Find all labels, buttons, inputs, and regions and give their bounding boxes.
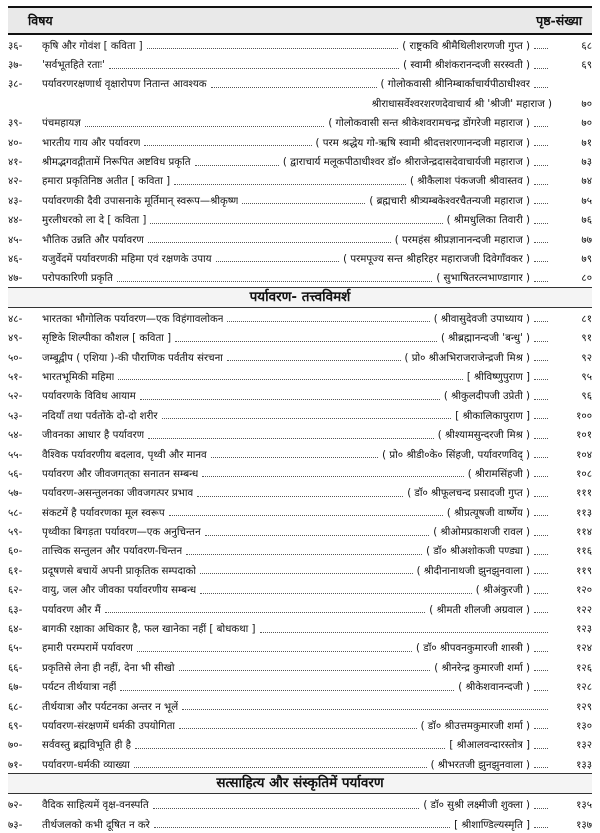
entry-title: प्रदूषणसे बचायें अपनी प्राकृतिक सम्पदाको xyxy=(42,565,196,577)
toc-entry[interactable] xyxy=(8,171,592,190)
toc-entry[interactable] xyxy=(8,521,592,540)
toc-entry[interactable] xyxy=(8,268,592,287)
entry-title: प्रकृतिसे लेना ही नहीं, देना भी सीखो xyxy=(42,662,175,674)
toc-entry[interactable] xyxy=(8,754,592,773)
dot-leader xyxy=(534,468,548,477)
entry-title: सर्ववस्तु ब्रह्मविभूति ही है xyxy=(42,740,132,752)
dot-leader xyxy=(534,137,548,146)
entry-page-number: १२० xyxy=(576,585,592,597)
entry-page-number: १२९ xyxy=(576,701,592,713)
dot-leader xyxy=(534,585,548,594)
entry-number: ६४- xyxy=(8,624,23,636)
dot-leader xyxy=(534,195,548,204)
entry-title: पर्यावरण-धर्मकी व्याख्या xyxy=(42,759,130,771)
dot-leader xyxy=(162,410,452,419)
toc-entry[interactable] xyxy=(8,366,592,385)
entry-author: ( श्रीभरतजी झुनझुनवाला ) xyxy=(430,759,530,771)
dot-leader xyxy=(134,759,427,768)
dot-leader xyxy=(534,313,548,322)
dot-leader xyxy=(140,391,440,400)
dot-leader xyxy=(534,176,548,185)
entry-author: ( स्वामी श्रीशंकरानन्दजी सरस्वती ) xyxy=(403,60,530,72)
entry-author: ( डॉ० श्रीअशोकजी पण्ड्या ) xyxy=(426,546,530,558)
dot-leader xyxy=(534,157,548,166)
entry-number: ६०- xyxy=(8,546,23,558)
toc-entry[interactable] xyxy=(8,814,592,833)
entry-number: ५६- xyxy=(8,468,23,480)
dot-leader xyxy=(534,273,548,282)
toc-entry[interactable] xyxy=(8,715,592,734)
entry-title: मुरलीधरको ला दे [ कविता ] xyxy=(42,215,147,227)
entry-number: ३७- xyxy=(8,60,23,72)
entry-author: ( प्रो० श्रीडी०के० सिंहजी, पर्यावरणविद् ) xyxy=(382,449,530,461)
toc-entry[interactable] xyxy=(8,560,592,579)
entry-title: पर्यावरणरक्षणार्थ वृक्षारोपण नितान्त आवश्यक xyxy=(42,79,207,91)
entry-author: [ श्रीकालिकापुराण ] xyxy=(455,410,530,422)
entry-title: संकटमें है पर्यावरणका मूल स्वरूप xyxy=(42,507,165,519)
entry-number: ४६- xyxy=(8,253,23,265)
entry-page-number: १३७ xyxy=(576,819,592,831)
entry-number: ६७- xyxy=(8,682,23,694)
entry-author: ( श्रीश्यामसुन्दरजी मिश्र ) xyxy=(437,430,530,442)
entry-number: ६२- xyxy=(8,585,23,597)
entry-number: ३६- xyxy=(8,40,23,52)
entry-title: पंचमहायज्ञ xyxy=(42,118,81,130)
dot-leader xyxy=(534,449,548,458)
toc-entry[interactable] xyxy=(8,74,592,93)
entry-author: ( परमपूज्य सन्त श्रीहरिहर महाराजजी दिवेगाँवकर ) xyxy=(343,253,530,265)
toc-entry[interactable] xyxy=(8,308,592,327)
entry-page-number: ११३ xyxy=(576,507,592,519)
toc-entry[interactable] xyxy=(8,132,592,151)
entry-page-number: ९६ xyxy=(581,391,592,403)
entry-author: ( श्रीप्रत्यूषजी वार्ष्णेय ) xyxy=(446,507,530,519)
toc-entry[interactable] xyxy=(8,327,592,346)
dot-leader xyxy=(242,195,365,204)
entry-number: ४०- xyxy=(8,137,23,149)
entry-title: पर्यावरण-असन्तुलनका जीवजगत्पर प्रभाव xyxy=(42,488,194,500)
entry-number: ७२- xyxy=(8,800,23,812)
entry-author: ( डॉ० श्रीफूलचन्द प्रसादजी गुप्त ) xyxy=(407,488,530,500)
toc-body xyxy=(8,35,592,833)
entry-page-number: ७७ xyxy=(581,234,592,246)
entry-title: 'सर्वभूतहिते रताः' xyxy=(42,60,105,72)
entry-number: ३८- xyxy=(8,79,23,91)
entry-author: ( श्रीरामसिंहजी ) xyxy=(467,468,530,480)
toc-entry[interactable] xyxy=(8,638,592,657)
dot-leader xyxy=(534,410,548,419)
dot-leader xyxy=(534,253,548,262)
entry-page-number: ७४ xyxy=(581,176,592,188)
entry-title: तात्त्विक सन्तुलन और पर्यावरण-चिन्तन xyxy=(42,546,183,558)
entry-title: पर्यावरणकी दैवी उपासनाके मूर्तिमान् स्वरूप—श्रीकृष्ण xyxy=(42,195,239,207)
entry-author: ( परमहंस श्रीप्रज्ञानानन्दजी महाराज ) xyxy=(394,234,530,246)
entry-author: ( श्रीमधुलिका तिवारी ) xyxy=(446,215,530,227)
toc-entry[interactable] xyxy=(8,54,592,73)
entry-number: ६१- xyxy=(8,565,23,577)
toc-entry[interactable] xyxy=(8,483,592,502)
entry-page-number: १०८ xyxy=(576,468,592,480)
entry-page-number: ८० xyxy=(581,273,592,285)
entry-page-number: १२३ xyxy=(576,624,592,636)
dot-leader xyxy=(216,253,340,262)
entry-author: ( गोलोकवासी सन्त श्रीकेशवरामचन्द्र डोंगरेजी महाराज ) xyxy=(328,118,530,130)
dot-leader xyxy=(211,449,378,458)
entry-title: तीर्थजलको कभी दूषित न करे xyxy=(42,819,150,831)
dot-leader xyxy=(200,585,472,594)
entry-page-number: १०१ xyxy=(576,430,592,442)
entry-number: ७३- xyxy=(8,819,23,831)
entry-title: यजुर्वेदमें पर्यावरणकी महिमा एवं रक्षणके उपाय xyxy=(42,253,212,265)
dot-leader xyxy=(169,507,443,516)
entry-number: ७१- xyxy=(8,759,23,771)
entry-page-number: ७६ xyxy=(581,215,592,227)
dot-leader xyxy=(534,740,548,749)
dot-leader xyxy=(260,624,548,633)
dot-leader xyxy=(534,118,548,127)
toc-entry[interactable] xyxy=(8,113,592,132)
header-subject-label: विषय xyxy=(28,13,53,28)
entry-number: ६९- xyxy=(8,720,23,732)
entry-author: ( सुभाषितरत्नभाण्डागार ) xyxy=(436,273,530,285)
entry-number: ५३- xyxy=(8,410,23,422)
entry-author: ( श्रीमती शीलजी अग्रवाल ) xyxy=(429,604,530,616)
section-heading: सत्साहित्य और संस्कृतिमें पर्यावरण xyxy=(8,773,592,794)
dot-leader xyxy=(227,313,429,322)
dot-leader xyxy=(534,759,548,768)
dot-leader xyxy=(534,682,548,691)
entry-page-number: १११ xyxy=(576,488,592,500)
toc-entry[interactable] xyxy=(8,502,592,521)
dot-leader xyxy=(202,468,463,477)
entry-page-number: १३५ xyxy=(576,800,592,812)
entry-title: भारतभूमिकी महिमा xyxy=(42,371,115,383)
entry-page-number: ६८ xyxy=(581,40,592,52)
toc-entry[interactable] xyxy=(8,794,592,813)
dot-leader xyxy=(534,800,548,809)
toc-entry[interactable] xyxy=(8,35,592,54)
entry-number: ७०- xyxy=(8,740,23,752)
dot-leader xyxy=(534,215,548,224)
entry-number: ४७- xyxy=(8,273,23,285)
entry-page-number: १३० xyxy=(576,720,592,732)
dot-leader xyxy=(534,391,548,400)
dot-leader xyxy=(534,527,548,536)
entry-title: वैदिक साहित्यमें वृक्ष-वनस्पति xyxy=(42,800,149,812)
entry-author: [ श्रीआलवन्दारस्तोत्र ] xyxy=(449,740,530,752)
entry-number: ६५- xyxy=(8,643,23,655)
entry-author: ( श्रीअंकुरजी ) xyxy=(475,585,530,597)
dot-leader xyxy=(135,740,445,749)
entry-title: पर्यावरण-संरक्षणमें धर्मकी उपयोगिता xyxy=(42,720,176,732)
dot-leader xyxy=(109,60,399,69)
dot-leader xyxy=(175,333,437,342)
entry-number: ६६- xyxy=(8,662,23,674)
entry-page-number: ९१ xyxy=(581,333,592,345)
entry-title: पर्यटन तीर्थयात्रा नहीं xyxy=(42,682,117,694)
entry-page-number: ७० xyxy=(581,118,592,130)
entry-title: जम्बूद्वीप ( एशिया )-की पौराणिक पर्वतीय संरचना xyxy=(42,352,223,364)
entry-author: ( द्वाराचार्य मलूकपीठाधीश्वर डॉ० श्रीराजेन्द्रदासदेवाचार्यजी महाराज ) xyxy=(282,157,530,169)
entry-author: ( परम श्रद्धेय गो-ऋषि स्वामी श्रीदत्तशरणानन्दजी महाराज ) xyxy=(315,137,530,149)
entry-page-number: १०० xyxy=(576,410,592,422)
entry-title: नदियाँ तथा पर्वतोंके दो-दो शरीर xyxy=(42,410,158,422)
entry-title: कृषि और गोवंश [ कविता ] xyxy=(42,40,143,52)
entry-title: भारतीय गाय और पर्यावरण xyxy=(42,137,141,149)
dot-leader xyxy=(105,604,426,613)
entry-page-number: ७५ xyxy=(581,195,592,207)
entry-author: ( श्रीवासुदेवजी उपाध्याय ) xyxy=(433,313,530,325)
dot-leader xyxy=(120,682,454,691)
entry-page-number: ९५ xyxy=(581,371,592,383)
entry-page-number: ७९ xyxy=(581,253,592,265)
dot-leader xyxy=(534,643,548,652)
entry-page-number: ९२ xyxy=(581,352,592,364)
entry-number: ४२- xyxy=(8,176,23,188)
dot-leader xyxy=(534,565,548,574)
dot-leader xyxy=(534,60,548,69)
entry-page-number: १२४ xyxy=(576,643,592,655)
entry-title: भौतिक उन्नति और पर्यावरण xyxy=(42,234,144,246)
entry-number: ४१- xyxy=(8,157,23,169)
toc-entry[interactable] xyxy=(8,405,592,424)
dot-leader xyxy=(534,371,548,380)
entry-page-number: ८१ xyxy=(581,313,592,325)
entry-page-number: ६९ xyxy=(581,60,592,72)
entry-title: जीवनका आधार है पर्यावरण xyxy=(42,430,145,442)
dot-leader xyxy=(534,662,548,671)
dot-leader xyxy=(227,352,401,361)
entry-number: ५१- xyxy=(8,371,23,383)
entry-number: ६३- xyxy=(8,604,23,616)
entry-page-number: १०४ xyxy=(576,449,592,461)
toc-entry[interactable] xyxy=(8,696,592,715)
dot-leader xyxy=(153,800,420,809)
toc-entry[interactable] xyxy=(8,190,592,209)
dot-leader xyxy=(534,234,548,243)
toc-entry[interactable] xyxy=(8,93,592,112)
dot-leader xyxy=(144,137,311,146)
dot-leader xyxy=(534,507,548,516)
entry-page-number: १२६ xyxy=(576,662,592,674)
entry-page-number: १२२ xyxy=(576,604,592,616)
dot-leader xyxy=(117,273,432,282)
entry-title: बागकी रक्षाका अधिकार है, फल खानेका नहीं [ बोधकथा ] xyxy=(42,624,256,636)
dot-leader xyxy=(195,157,279,166)
toc-entry[interactable] xyxy=(8,210,592,229)
entry-title: भारतका भौगोलिक पर्यावरण—एक विहंगावलोकन xyxy=(42,313,224,325)
dot-leader xyxy=(179,662,431,671)
entry-title: पर्यावरण और मैं xyxy=(42,604,101,616)
dot-leader xyxy=(534,604,548,613)
entry-number: ४३- xyxy=(8,195,23,207)
entry-number: ५७- xyxy=(8,488,23,500)
dot-leader xyxy=(534,352,548,361)
dot-leader xyxy=(534,333,548,342)
toc-entry[interactable] xyxy=(8,347,592,366)
toc-entry[interactable] xyxy=(8,618,592,637)
entry-author: ( डॉ० सुश्री लक्ष्मीजी शुक्ला ) xyxy=(423,800,530,812)
dot-leader xyxy=(534,79,548,88)
entry-number: ५५- xyxy=(8,449,23,461)
entry-page-number: ७३ xyxy=(581,157,592,169)
dot-leader xyxy=(534,546,548,555)
entry-author: ( डॉ० श्रीपवनकुमारजी शास्त्री ) xyxy=(416,643,530,655)
entry-number: ३९- xyxy=(8,118,23,130)
header-page-number-label: पृष्ठ-संख्या xyxy=(536,13,582,28)
entry-author: ( श्रीनरेन्द्र कुमारजी शर्मा ) xyxy=(434,662,530,674)
dot-leader xyxy=(118,371,463,380)
dot-leader xyxy=(534,430,548,439)
toc-entry[interactable] xyxy=(8,735,592,754)
entry-title: तीर्थयात्रा और पर्यटनका अन्तर न भूलें xyxy=(42,701,179,713)
entry-title: सृष्टिके शिल्पीका कौशल [ कविता ] xyxy=(42,333,172,345)
dot-leader xyxy=(182,701,548,710)
entry-author: ( राष्ट्रकवि श्रीमैथिलीशरणजी गुप्त ) xyxy=(402,40,530,52)
entry-author: ( श्रीब्रह्मानन्दजी 'बन्धु' ) xyxy=(440,333,530,345)
dot-leader xyxy=(205,527,430,536)
entry-author: ( गोलोकवासी श्रीनिम्बार्काचार्यपीठाधीश्वर xyxy=(380,79,530,91)
dot-leader xyxy=(150,215,442,224)
dot-leader xyxy=(211,79,377,88)
toc-entry[interactable] xyxy=(8,444,592,463)
entry-number: ५२- xyxy=(8,391,23,403)
entry-author: श्रीराधासर्वेश्वरशरणदेवाचार्य श्री 'श्रीजी' महाराज ) xyxy=(371,98,552,110)
toc-entry[interactable] xyxy=(8,229,592,248)
entry-title: हमारा प्रकृतिनिष्ठ अतीत [ कविता ] xyxy=(42,176,171,188)
dot-leader xyxy=(200,565,413,574)
entry-title: पर्यावरण और जीवजगत्‌का सनातन सम्बन्ध xyxy=(42,468,199,480)
entry-number: ४४- xyxy=(8,215,23,227)
entry-page-number: ७१ xyxy=(581,137,592,149)
entry-author: ( श्रीदीनानाथजी झुनझुनवाला ) xyxy=(416,565,530,577)
dot-leader xyxy=(534,488,548,497)
dot-leader xyxy=(148,430,434,439)
entry-page-number: ११६ xyxy=(576,546,592,558)
entry-number: ५०- xyxy=(8,352,23,364)
entry-author: ( डॉ० श्रीउत्तमकुमारजी शर्मा ) xyxy=(420,720,530,732)
toc-entry[interactable] xyxy=(8,599,592,618)
toc-entry[interactable] xyxy=(8,463,592,482)
entry-number: ५४- xyxy=(8,430,23,442)
toc-header xyxy=(8,6,592,35)
entry-page-number: १२८ xyxy=(576,682,592,694)
toc-entry[interactable] xyxy=(8,541,592,560)
dot-leader xyxy=(197,488,403,497)
entry-page-number: ७० xyxy=(581,98,592,110)
entry-title: परोपकारिणी प्रकृति xyxy=(42,273,113,285)
entry-author: ( श्रीकेशवानन्दजी ) xyxy=(458,682,530,694)
dot-leader xyxy=(534,40,548,49)
entry-number: ४९- xyxy=(8,333,23,345)
dot-leader xyxy=(147,40,399,49)
section-heading: पर्यावरण- तत्त्वविमर्श xyxy=(8,287,592,308)
entry-page-number: ११४ xyxy=(576,527,592,539)
entry-author: ( प्रो० श्रीअभिराजराजेन्द्रजी मिश्र ) xyxy=(404,352,530,364)
toc-entry[interactable] xyxy=(8,580,592,599)
entry-title: श्रीमद्भगवद्गीतामें निरूपित अष्टविध प्रकृति xyxy=(42,157,191,169)
toc-entry[interactable] xyxy=(8,424,592,443)
entry-title: हमारी परम्परामें पर्यावरण xyxy=(42,643,133,655)
entry-page-number: ११९ xyxy=(576,565,592,577)
dot-leader xyxy=(186,546,422,555)
dot-leader xyxy=(174,176,406,185)
toc-entry[interactable] xyxy=(8,151,592,170)
entry-title: पृथ्वीका बिगड़ता पर्यावरण—एक अनुचिन्तन xyxy=(42,527,201,539)
entry-author: [ श्रीविष्णुपुराण ] xyxy=(466,371,530,383)
entry-title: पर्यावरणके विविध आयाम xyxy=(42,391,136,403)
entry-title: वायु, जल और जीवका पर्यावरणीय सम्बन्ध xyxy=(42,585,197,597)
entry-number: ६८- xyxy=(8,701,23,713)
dot-leader xyxy=(148,234,391,243)
entry-author: ( श्रीओमप्रकाशजी रावल ) xyxy=(433,527,530,539)
entry-number: ५९- xyxy=(8,527,23,539)
dot-leader xyxy=(179,720,417,729)
entry-author: [ श्रीशाण्डिल्यस्मृति ] xyxy=(454,819,530,831)
entry-author: ( ब्रह्मचारी श्रीत्र्यम्बकेश्वरचैतन्यजी महाराज ) xyxy=(369,195,530,207)
toc-entry[interactable] xyxy=(8,657,592,676)
toc-entry[interactable] xyxy=(8,677,592,696)
entry-number: ५८- xyxy=(8,507,23,519)
entry-number: ४८- xyxy=(8,313,23,325)
entry-page-number: १३२ xyxy=(576,740,592,752)
entry-author: ( श्रीकैलाश पंकजजी श्रीवास्तव ) xyxy=(409,176,530,188)
entry-page-number: १३३ xyxy=(576,759,592,771)
entry-author: ( श्रीकुलदीपजी उप्रेती ) xyxy=(443,391,530,403)
dot-leader xyxy=(534,720,548,729)
toc-entry[interactable] xyxy=(8,386,592,405)
toc-entry[interactable] xyxy=(8,248,592,267)
dot-leader xyxy=(137,643,412,652)
dot-leader xyxy=(85,118,324,127)
entry-title: वैश्विक पर्यावरणीय बदलाव, पृथ्वी और मानव xyxy=(42,449,207,461)
entry-number: ४५- xyxy=(8,234,23,246)
